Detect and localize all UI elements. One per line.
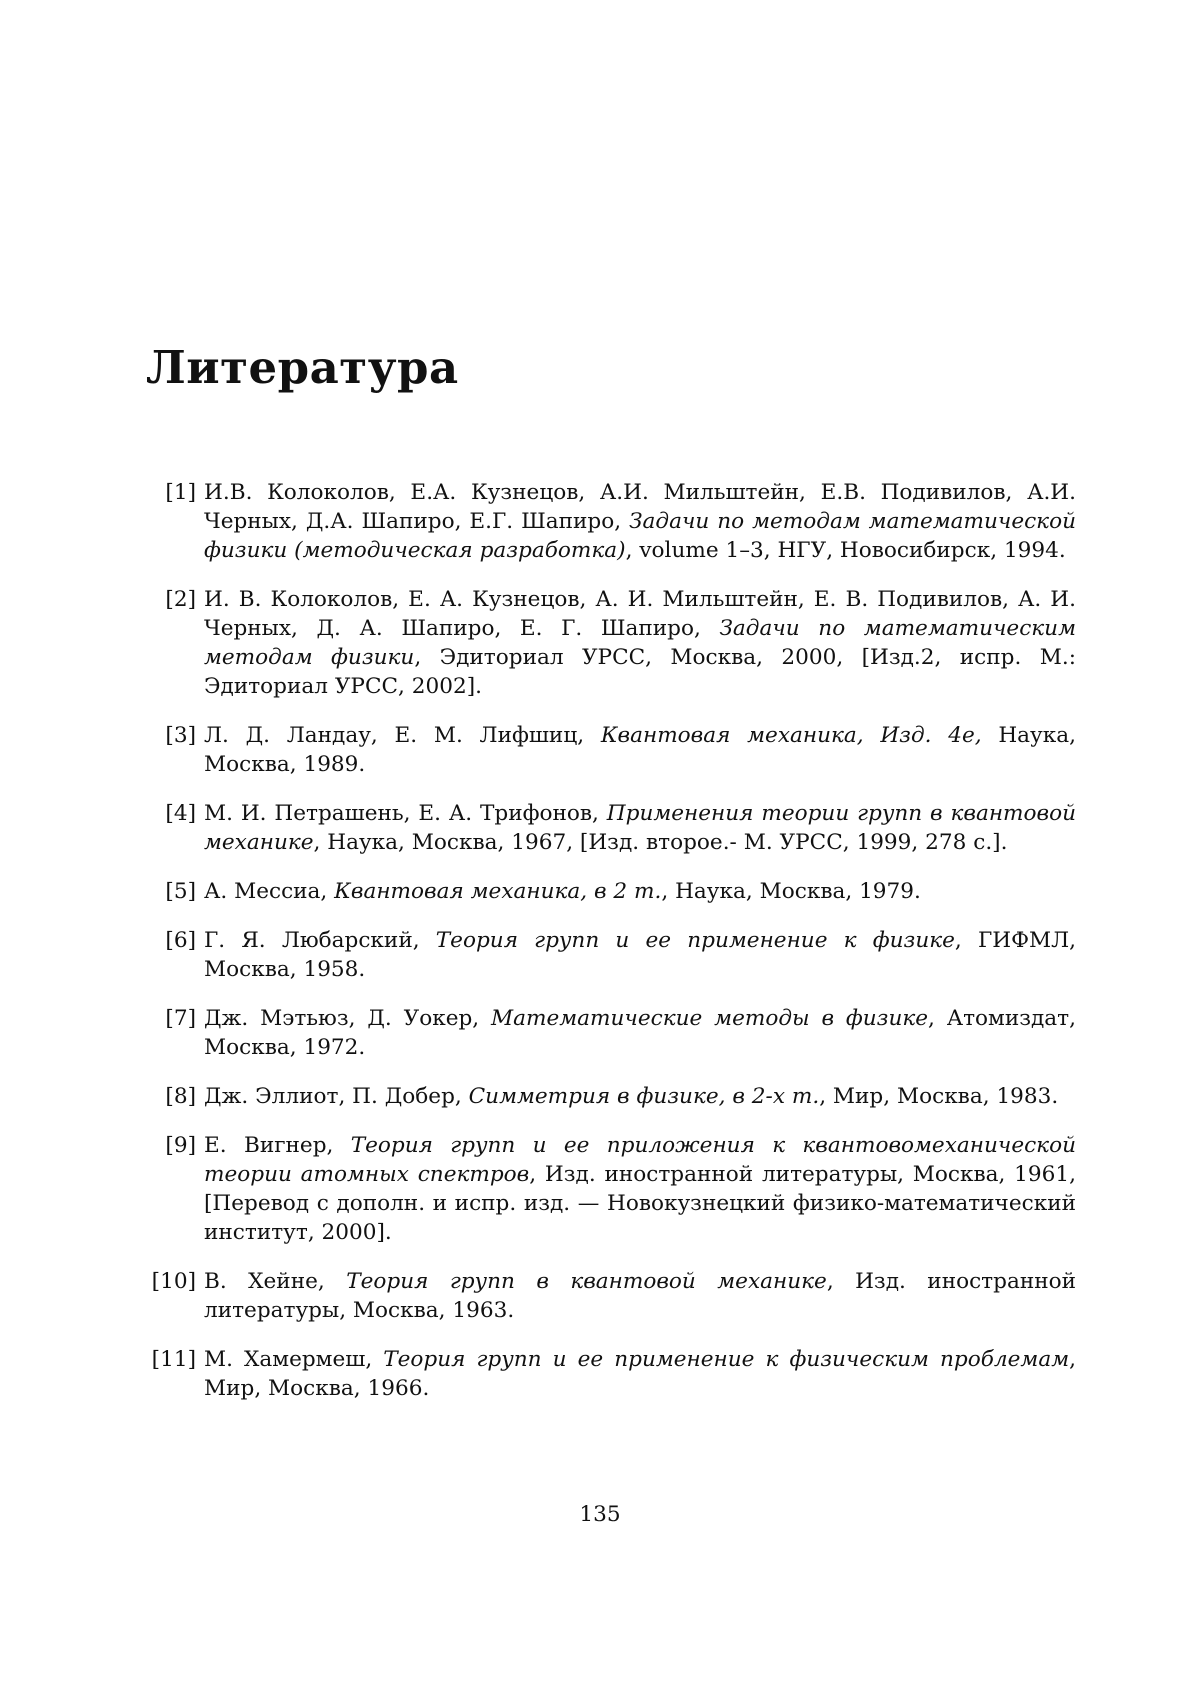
reference-item	[144, 799, 1076, 857]
reference-title: Теория групп и ее применение к физическим проблемам	[383, 1347, 1070, 1372]
reference-title: Математические методы в физике	[491, 1006, 929, 1031]
reference-item	[144, 585, 1076, 701]
reference-details: , Атомиздат, Москва, 1972.	[204, 1006, 1076, 1060]
reference-item	[144, 721, 1076, 779]
reference-authors: Е. Вигнер,	[204, 1133, 334, 1158]
reference-text	[204, 1133, 1076, 1245]
reference-details: , Мир, Москва, 1966.	[204, 1347, 1076, 1401]
reference-details: , Изд. иностранной литературы, Москва, 1963.	[204, 1269, 1076, 1323]
reference-number: [11]	[151, 1347, 196, 1372]
reference-details: , Изд. иностранной литературы, Москва, 1961, [Перевод с дополн. и испр. изд. — Новокузнецкий физико-математический институт, 2000].	[204, 1162, 1076, 1245]
chapter-title: Литература	[146, 341, 459, 394]
reference-details: , Наука, Москва, 1967, [Изд. второе.- М. УРСС, 1999, 278 с.].	[313, 830, 1008, 855]
reference-number: [8]	[165, 1084, 196, 1109]
reference-text	[204, 801, 1076, 855]
reference-text	[204, 1084, 1058, 1109]
reference-text	[204, 587, 1076, 699]
reference-details: , Наука, Москва, 1979.	[661, 879, 921, 904]
reference-number: [6]	[165, 928, 196, 953]
reference-authors: М. И. Петрашень, Е. А. Трифонов,	[204, 801, 599, 826]
reference-details: , ГИФМЛ, Москва, 1958.	[204, 928, 1077, 982]
reference-item	[144, 478, 1076, 565]
reference-authors: И.В. Колоколов, Е.А. Кузнецов, А.И. Мильштейн, Е.В. Подивилов, А.И. Черных, Д.А. Шапиро, Е.Г. Шапиро,	[204, 480, 1076, 534]
reference-number: [10]	[151, 1269, 196, 1294]
reference-item	[144, 1004, 1076, 1062]
reference-item	[144, 1345, 1076, 1403]
reference-number: [4]	[165, 801, 196, 826]
reference-item	[144, 1267, 1076, 1325]
reference-authors: В. Хейне,	[204, 1269, 325, 1294]
reference-details: , volume 1–3, НГУ, Новосибирск, 1994.	[625, 538, 1066, 563]
reference-authors: А. Мессиа,	[204, 879, 328, 904]
reference-item	[144, 926, 1076, 984]
reference-title: Задачи по методам математической физики (методическая разработка)	[204, 509, 1076, 563]
reference-number: [5]	[165, 879, 196, 904]
reference-item	[144, 1131, 1076, 1247]
reference-number: [7]	[165, 1006, 196, 1031]
reference-text	[204, 723, 1076, 777]
reference-title: Теория групп в квантовой механике	[346, 1269, 827, 1294]
reference-text	[204, 1006, 1076, 1060]
reference-details: , Эдиториал УРСС, Москва, 2000, [Изд.2, испр. М.: Эдиториал УРСС, 2002].	[204, 645, 1076, 699]
reference-number: [2]	[165, 587, 196, 612]
reference-item	[144, 1082, 1076, 1111]
reference-title: Задачи по математическим методам физики	[204, 616, 1076, 670]
reference-title: Применения теории групп в квантовой механике	[204, 801, 1076, 855]
reference-title: Квантовая механика, Изд. 4е,	[600, 723, 982, 748]
reference-number: [9]	[165, 1133, 196, 1158]
reference-text	[204, 879, 921, 904]
reference-title: Теория групп и ее приложения к квантовомеханической теории атомных спектров	[204, 1133, 1076, 1187]
reference-text	[204, 1347, 1076, 1401]
page-number: 135	[579, 1502, 621, 1527]
reference-authors: М. Хамермеш,	[204, 1347, 373, 1372]
reference-authors: Л. Д. Ландау, Е. М. Лифшиц,	[204, 723, 585, 748]
reference-authors: Дж. Мэтьюз, Д. Уокер,	[204, 1006, 480, 1031]
reference-authors: Дж. Эллиот, П. Добер,	[204, 1084, 462, 1109]
reference-text	[204, 928, 1076, 982]
reference-number: [3]	[165, 723, 196, 748]
reference-text	[204, 1269, 1076, 1323]
reference-title: Квантовая механика, в 2 т.	[334, 879, 662, 904]
reference-authors: Г. Я. Любарский,	[204, 928, 420, 953]
reference-list	[144, 478, 1076, 1423]
reference-title: Теория групп и ее применение к физике	[435, 928, 955, 953]
reference-title: Симметрия в физике, в 2-х т.	[468, 1084, 820, 1109]
reference-item	[144, 877, 1076, 906]
reference-details: Наука, Москва, 1989.	[204, 723, 1076, 777]
reference-number: [1]	[165, 480, 196, 505]
reference-details: , Мир, Москва, 1983.	[819, 1084, 1059, 1109]
reference-authors: И. В. Колоколов, Е. А. Кузнецов, А. И. Мильштейн, Е. В. Подивилов, А. И. Черных, Д. А. Шапиро, Е. Г. Шапиро,	[204, 587, 1076, 641]
reference-text	[204, 480, 1076, 563]
